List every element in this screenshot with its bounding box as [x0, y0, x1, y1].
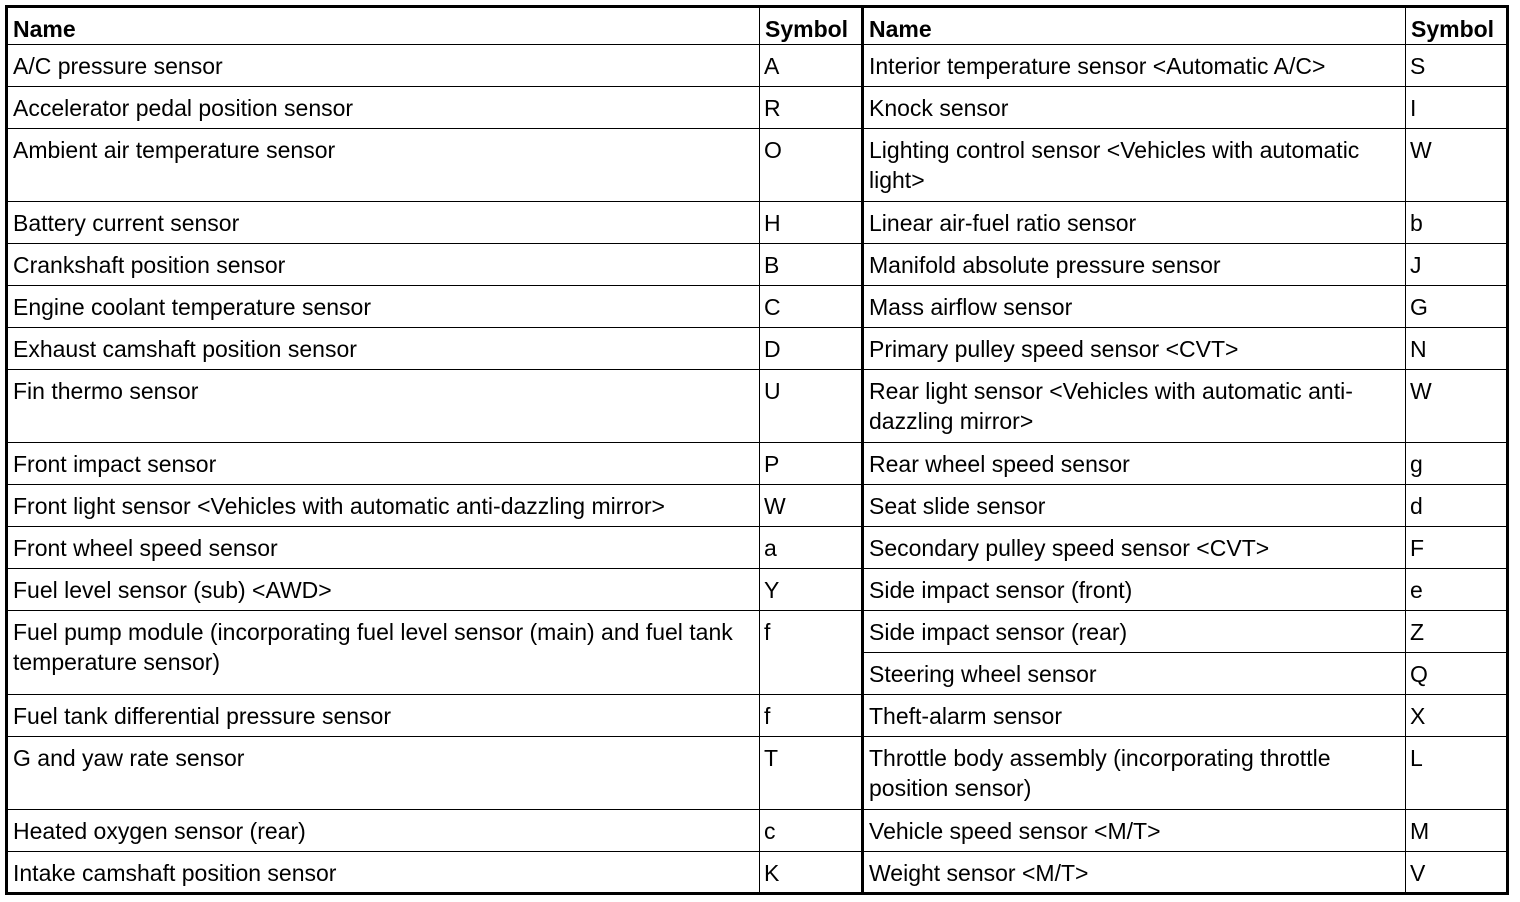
table-row: [7, 244, 1508, 286]
table-row: [7, 443, 1508, 485]
right-name-cell: Seat slide sensor: [863, 485, 1406, 527]
right-symbol-cell: X: [1406, 695, 1508, 737]
left-name-cell: Engine coolant temperature sensor: [7, 286, 760, 328]
table-row: [7, 328, 1508, 370]
right-name-cell: Throttle body assembly (incorporating throttle position sensor): [863, 737, 1406, 810]
sensor-symbol-table: [5, 5, 1509, 895]
left-symbol-cell: K: [760, 852, 863, 894]
left-symbol-cell: P: [760, 443, 863, 485]
right-symbol-cell: d: [1406, 485, 1508, 527]
header-symbol-right: Symbol: [1406, 7, 1508, 45]
right-symbol-cell: J: [1406, 244, 1508, 286]
right-name-cell: Rear wheel speed sensor: [863, 443, 1406, 485]
left-symbol-cell: f: [760, 695, 863, 737]
right-symbol-cell: W: [1406, 370, 1508, 443]
right-symbol-cell: b: [1406, 202, 1508, 244]
left-symbol-cell: W: [760, 485, 863, 527]
left-name-cell: Crankshaft position sensor: [7, 244, 760, 286]
left-symbol-cell: C: [760, 286, 863, 328]
left-symbol-cell: D: [760, 328, 863, 370]
table-row: [7, 202, 1508, 244]
header-symbol-left: Symbol: [760, 7, 863, 45]
header-name-right: Name: [863, 7, 1406, 45]
right-name-cell: Weight sensor <M/T>: [863, 852, 1406, 894]
table-row: [7, 370, 1508, 443]
right-symbol-cell: e: [1406, 569, 1508, 611]
left-name-cell: Accelerator pedal position sensor: [7, 87, 760, 129]
table-row: [7, 286, 1508, 328]
table-row: [7, 737, 1508, 810]
left-symbol-cell: R: [760, 87, 863, 129]
right-name-cell: Manifold absolute pressure sensor: [863, 244, 1406, 286]
left-name-cell: Fin thermo sensor: [7, 370, 760, 443]
left-name-cell: Intake camshaft position sensor: [7, 852, 760, 894]
left-name-cell: Battery current sensor: [7, 202, 760, 244]
table-row: [7, 569, 1508, 611]
right-name-cell: Rear light sensor <Vehicles with automatic anti-dazzling mirror>: [863, 370, 1406, 443]
table-row: [7, 87, 1508, 129]
left-name-cell: A/C pressure sensor: [7, 45, 760, 87]
right-symbol-cell: M: [1406, 810, 1508, 852]
table-row: [7, 485, 1508, 527]
left-name-cell: Heated oxygen sensor (rear): [7, 810, 760, 852]
left-symbol-cell: c: [760, 810, 863, 852]
right-name-cell: Side impact sensor (rear): [863, 611, 1406, 653]
right-name-cell: Theft-alarm sensor: [863, 695, 1406, 737]
right-name-cell: Vehicle speed sensor <M/T>: [863, 810, 1406, 852]
left-name-cell: Front wheel speed sensor: [7, 527, 760, 569]
right-name-cell: Linear air-fuel ratio sensor: [863, 202, 1406, 244]
right-name-cell: Secondary pulley speed sensor <CVT>: [863, 527, 1406, 569]
left-name-cell: Fuel tank differential pressure sensor: [7, 695, 760, 737]
right-name-cell: Steering wheel sensor: [863, 653, 1406, 695]
left-symbol-cell: Y: [760, 569, 863, 611]
table-row: [7, 852, 1508, 894]
right-symbol-cell: Q: [1406, 653, 1508, 695]
right-symbol-cell: F: [1406, 527, 1508, 569]
left-symbol-cell: f: [760, 611, 863, 695]
header-row: [7, 7, 1508, 45]
table-row: [7, 810, 1508, 852]
table-row: [7, 611, 1508, 653]
right-symbol-cell: Z: [1406, 611, 1508, 653]
left-symbol-cell: A: [760, 45, 863, 87]
right-symbol-cell: G: [1406, 286, 1508, 328]
left-symbol-cell: U: [760, 370, 863, 443]
right-name-cell: Primary pulley speed sensor <CVT>: [863, 328, 1406, 370]
left-symbol-cell: O: [760, 129, 863, 202]
right-symbol-cell: g: [1406, 443, 1508, 485]
header-name-left: Name: [7, 7, 760, 45]
left-name-cell: Front impact sensor: [7, 443, 760, 485]
table-row: [7, 129, 1508, 202]
left-name-cell: Front light sensor <Vehicles with automatic anti-dazzling mirror>: [7, 485, 760, 527]
left-name-cell: G and yaw rate sensor: [7, 737, 760, 810]
table-row: [7, 695, 1508, 737]
right-symbol-cell: S: [1406, 45, 1508, 87]
right-symbol-cell: W: [1406, 129, 1508, 202]
right-name-cell: Side impact sensor (front): [863, 569, 1406, 611]
right-name-cell: Lighting control sensor <Vehicles with automatic light>: [863, 129, 1406, 202]
right-symbol-cell: I: [1406, 87, 1508, 129]
left-name-cell: Fuel pump module (incorporating fuel level sensor (main) and fuel tank temperature sensor): [7, 611, 760, 695]
table-row: [7, 527, 1508, 569]
left-symbol-cell: T: [760, 737, 863, 810]
table-row: [7, 45, 1508, 87]
left-symbol-cell: B: [760, 244, 863, 286]
left-symbol-cell: a: [760, 527, 863, 569]
left-name-cell: Fuel level sensor (sub) <AWD>: [7, 569, 760, 611]
right-name-cell: Interior temperature sensor <Automatic A/C>: [863, 45, 1406, 87]
right-name-cell: Mass airflow sensor: [863, 286, 1406, 328]
right-symbol-cell: L: [1406, 737, 1508, 810]
right-symbol-cell: N: [1406, 328, 1508, 370]
right-symbol-cell: V: [1406, 852, 1508, 894]
right-name-cell: Knock sensor: [863, 87, 1406, 129]
left-name-cell: Exhaust camshaft position sensor: [7, 328, 760, 370]
left-symbol-cell: H: [760, 202, 863, 244]
left-name-cell: Ambient air temperature sensor: [7, 129, 760, 202]
